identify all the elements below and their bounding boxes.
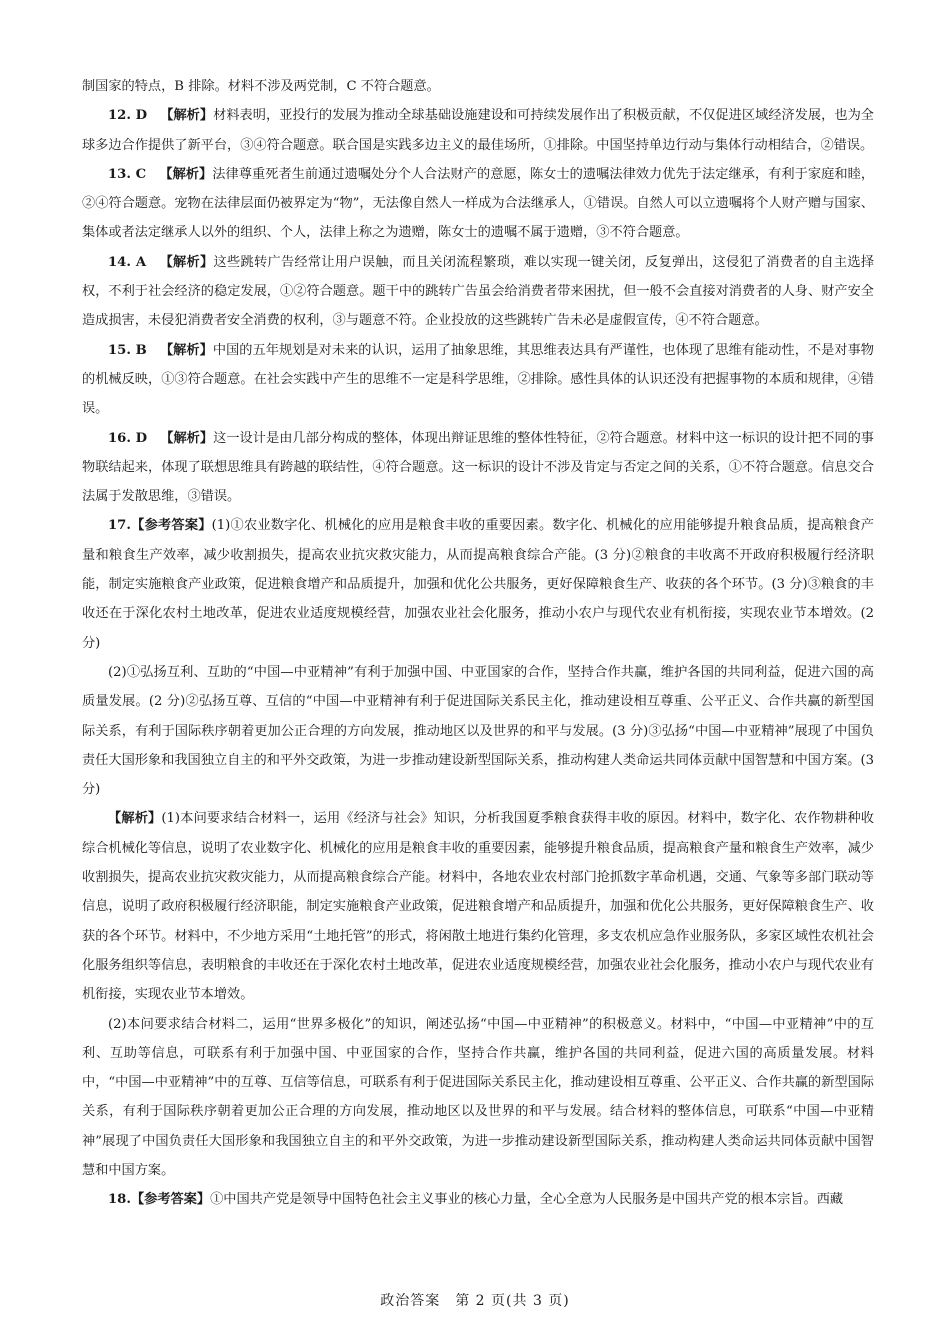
analysis-tag: 【解析】 (159, 166, 213, 182)
paragraph-text: (2)①弘扬互利、互助的“中国—中亚精神”有利于加强中国、中亚国家的合作，坚持合作共赢，维护各国的共同利益，促进六国的高质量发展。(2 分)②弘扬互尊、互信的“中国—中亚精神有利于促进国际关系民主化，推动建设相互尊重、公平正义、合作共赢的新型国际关系，有利于国际秩序朝着更加公正合理的方向发展，推动地区以及世界的和平与发展。(3 分)③弘扬“中国—中亚精神”展现了中国负责任大国形象和我国独立自主的和平外交政策，为进一步推动建设新型国际关系，推动构建人类命运共同体贡献中国智慧和中国方案。(3 分) (82, 664, 874, 798)
analysis-text: 材料表明，亚投行的发展为推动全球基础设施建设和可持续发展作出了积极贡献，不仅促进区域经济发展，也为全球多边合作提供了新平台，③④符合题意。联合国是实践多边主义的最佳场所，①排除。中国坚持单边行动与集体行动相结合，②错误。 (82, 108, 874, 153)
answer-17-reference (82, 511, 874, 657)
answer-16 (82, 424, 874, 512)
analysis-text: 法律尊重死者生前通过遗嘱处分个人合法财产的意愿，陈女士的遗嘱法律效力优先于法定继承，有利于家庭和睦，②④符合题意。宠物在法律层面仍被界定为“物”，无法像自然人一样成为合法继承人，①错误。自然人可以立遗嘱将个人财产赠与国家、集体或者法定继承人以外的组织、个人，法律上称之为遗赠，陈女士的遗嘱不属于遗赠，③不符合题意。 (82, 166, 875, 241)
paragraph-text: 制国家的特点，B 排除。材料不涉及两党制，C 不符合题意。 (82, 79, 440, 94)
analysis-tag: 【解析】 (160, 430, 214, 446)
analysis-tag: 【解析】 (108, 811, 162, 827)
reference-answer-tag: 【参考答案】 (130, 518, 212, 534)
answer-label: 15. B (108, 342, 147, 358)
answer-label: 18. (108, 1192, 131, 1208)
answer-18-reference (82, 1185, 874, 1214)
answer-content (82, 72, 874, 1215)
analysis-text: 中国的五年规划是对未来的认识，运用了抽象思维，其思维表达具有严谨性，也体现了思维有能动性，不是对事物的机械反映，①③符合题意。在社会实践中产生的思维不一定是科学思维，②排除。感性具体的认识还没有把握事物的本质和规律，④错误。 (82, 342, 874, 417)
paragraph-0 (82, 72, 874, 101)
analysis-text: 这一设计是由几部分构成的整体，体现出辩证思维的整体性特征，②符合题意。材料中这一标识的设计把不同的事物联结起来，体现了联想思维具有跨越的联结性，④符合题意。这一标识的设计不涉及肯定与否定之间的关系，①不符合题意。信息交合法属于发散思维，③错误。 (82, 430, 874, 505)
analysis-tag: 【解析】 (159, 254, 214, 270)
answer-label: 12. D (108, 108, 148, 124)
analysis-text: (1)本问要求结合材料一，运用《经济与社会》知识，分析我国夏季粮食获得丰收的原因。材料中，数字化、农作物耕种收综合机械化等信息，说明了农业数字化、机械化的应用是粮食丰收的重要因素，能够提升粮食品质，提高粮食产量和粮食生产效率，减少收割损失，提高农业抗灾救灾能力，从而提高粮食综合产能。材料中，各地农业农村部门抢抓数字革命机遇，交通、气象等多部门联动等信息，说明了政府积极履行经济职能，制定实施粮食产业政策，促进粮食增产和品质提升，加强和优化公共服务，更好保障粮食生产、收获的各个环节。材料中，不少地方采用“土地托管”的形式，将闲散土地进行集约化管理，多支农机应急作业服务队，多家区域性农机社会化服务组织等信息，表明粮食的丰收还在于深化农村土地改革，促进农业适度规模经营，加强农业社会化服务，推动小农户与现代农业有机衔接，实现农业节本增效。 (82, 811, 874, 1003)
page-footer: 政治答案 第 2 页(共 3 页) (380, 1293, 570, 1309)
reference-answer-text: ①中国共产党是领导中国特色社会主义事业的核心力量，全心全意为人民服务是中国共产党的根本宗旨。西藏 (210, 1192, 844, 1208)
analysis-text: 这些跳转广告经常让用户误触，而且关闭流程繁琐，难以实现一键关闭，反复弹出，这侵犯了消费者的自主选择权，不利于社会经济的稳定发展，①②符合题意。题干中的跳转广告虽会给消费者带来困扰，但一般不会直接对消费者的人身、财产安全造成损害，未侵犯消费者安全消费的权利，③与题意不符。企业投放的这些跳转广告未必是虚假宣传，④不符合题意。 (82, 254, 875, 329)
answer-15 (82, 336, 874, 424)
answer-12 (82, 101, 874, 160)
paragraph-text: (2)本问要求结合材料二，运用“世界多极化”的知识，阐述弘扬“中国—中亚精神”的积极意义。材料中，“中国—中亚精神”中的互利、互助等信息，可联系有利于加强中国、中亚国家的合作，坚持合作共赢，维护各国的共同利益，促进六国的高质量发展。材料中，“中国—中亚精神”中的互尊、互信等信息，可联系有利于促进国际关系民主化，推动建设相互尊重、公平正义、合作共赢的新型国际关系，有利于国际秩序朝着更加公正合理的方向发展，推动地区以及世界的和平与发展。结合材料的整体信息，可联系“中国—中亚精神”展现了中国负责任大国形象和我国独立自主的和平外交政策，为进一步推动建设新型国际关系，推动构建人类命运共同体贡献中国智慧和中国方案。 (82, 1016, 874, 1178)
analysis-tag: 【解析】 (160, 108, 214, 124)
answer-label: 17. (108, 518, 131, 534)
analysis-tag: 【解析】 (159, 342, 213, 358)
answer-13 (82, 160, 874, 248)
answer-14 (82, 248, 874, 336)
answer-17-part-2 (82, 658, 874, 804)
reference-answer-tag: 【参考答案】 (130, 1192, 211, 1208)
answer-label: 13. C (108, 166, 147, 182)
answer-label: 16. D (108, 430, 148, 446)
reference-answer-text: (1)①农业数字化、机械化的应用是粮食丰收的重要因素。数字化、机械化的应用能够提升粮食品质，提高粮食产量和粮食生产效率，减少收割损失，提高农业抗灾救灾能力，从而提高粮食综合产能。(3 分)②粮食的丰收离不开政府积极履行经济职能，制定实施粮食产业政策，促进粮食增产和品质提升，加强和优化公共服务，更好保障粮食生产、收获的各个环节。(3 分)③粮食的丰收还在于深化农村土地改革，促进农业适度规模经营，加强农业社会化服务，推动小农户与现代农业有机衔接，实现农业节本增效。(2 分) (82, 518, 874, 651)
answer-17-analysis-part-2 (82, 1010, 874, 1186)
answer-label: 14. A (108, 254, 147, 270)
answer-17-analysis (82, 804, 874, 1009)
